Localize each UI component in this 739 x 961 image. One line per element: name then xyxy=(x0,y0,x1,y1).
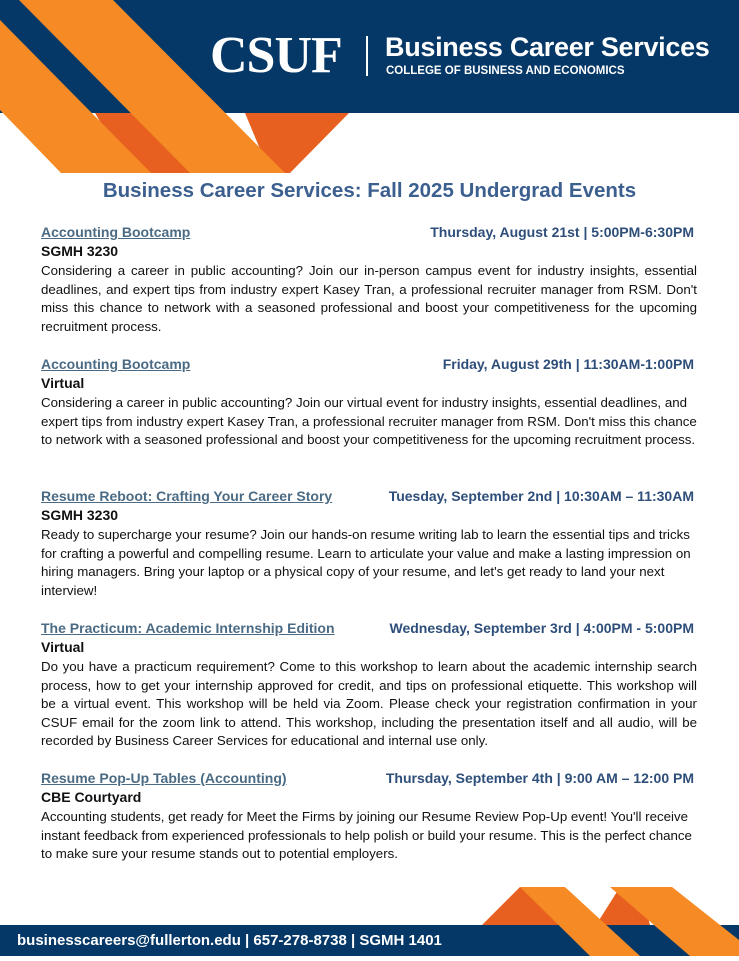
footer-contact: businesscareers@fullerton.edu | 657-278-8738 | SGMH 1401 xyxy=(17,932,442,949)
event-date: Thursday, August 21st | 5:00PM-6:30PM xyxy=(430,224,694,240)
event-item xyxy=(41,620,697,755)
header-banner xyxy=(0,0,739,180)
event-item xyxy=(41,770,697,870)
event-title-link[interactable]: The Practicum: Academic Internship Edition xyxy=(41,620,335,636)
event-location: Virtual xyxy=(41,639,85,655)
logo-subtitle: COLLEGE OF BUSINESS AND ECONOMICS xyxy=(386,65,625,77)
logo-divider xyxy=(366,36,368,76)
event-description: Accounting students, get ready for Meet the Firms by joining our Resume Review Pop-Up event! You'll receive instant feedback from experienced professionals to help polish or build your resume. This is the perfect chance to make sure your resume stands out to potential employers. xyxy=(41,809,692,862)
event-location: Virtual xyxy=(41,375,85,391)
event-date: Tuesday, September 2nd | 10:30AM – 11:30AM xyxy=(388,488,694,504)
logo-title: Business Career Services xyxy=(385,32,710,62)
event-date: Thursday, September 4th | 9:00 AM – 12:00 PM xyxy=(385,770,694,786)
event-title-link[interactable]: Resume Pop-Up Tables (Accounting) xyxy=(41,770,287,786)
event-item xyxy=(41,224,697,339)
event-title-link[interactable]: Resume Reboot: Crafting Your Career Story xyxy=(41,488,333,504)
event-item xyxy=(41,356,697,471)
event-date: Wednesday, September 3rd | 4:00PM - 5:00PM xyxy=(389,620,694,636)
event-title-link[interactable]: Accounting Bootcamp xyxy=(41,356,191,372)
header-graphic xyxy=(0,0,739,180)
event-description: Considering a career in public accounting? Join our in-person campus event for industry insights, essential deadlines, and expert tips from industry expert Kasey Tran, a professional recruiter manager from RSM. Don't miss this chance to network with a seasoned professional and boost your competitiveness for the upcoming recruitment process. xyxy=(41,263,697,334)
event-description: Do you have a practicum requirement? Come to this workshop to learn about the academic internship search process, how to get your internship approved for credit, and tips on professional etiquette. This workshop will be a virtual event. This workshop will be held via Zoom. Please check your registration confirmation in your CSUF email for the zoom link to attend. This workshop, including the presentation itself and all audio, will be recorded by Business Career Services for educational and internal use only. xyxy=(41,659,697,749)
event-location: SGMH 3230 xyxy=(41,507,119,523)
event-item xyxy=(41,488,697,603)
event-location: SGMH 3230 xyxy=(41,243,119,259)
event-date: Friday, August 29th | 11:30AM-1:00PM xyxy=(442,356,694,372)
event-location: CBE Courtyard xyxy=(41,789,142,805)
logo-wordmark: CSUF xyxy=(210,27,342,84)
event-description: Ready to supercharge your resume? Join our hands-on resume writing lab to learn the essential tips and tricks for crafting a powerful and compelling resume. Learn to articulate your value and make a lasting impression on hiring managers. Bring your laptop or a physical copy of your resume, and let's get ready to land your next interview! xyxy=(41,527,691,598)
event-description: Considering a career in public accounting? Join our virtual event for industry insights, essential deadlines, and expert tips from industry expert Kasey Tran, a professional recruiter manager from RSM. Don't miss this chance to network with a seasoned professional and boost your competitiveness for the upcoming recruitment process. xyxy=(41,395,697,448)
event-title-link[interactable]: Accounting Bootcamp xyxy=(41,224,191,240)
page-title: Business Career Services: Fall 2025 Undergrad Events xyxy=(102,179,637,202)
